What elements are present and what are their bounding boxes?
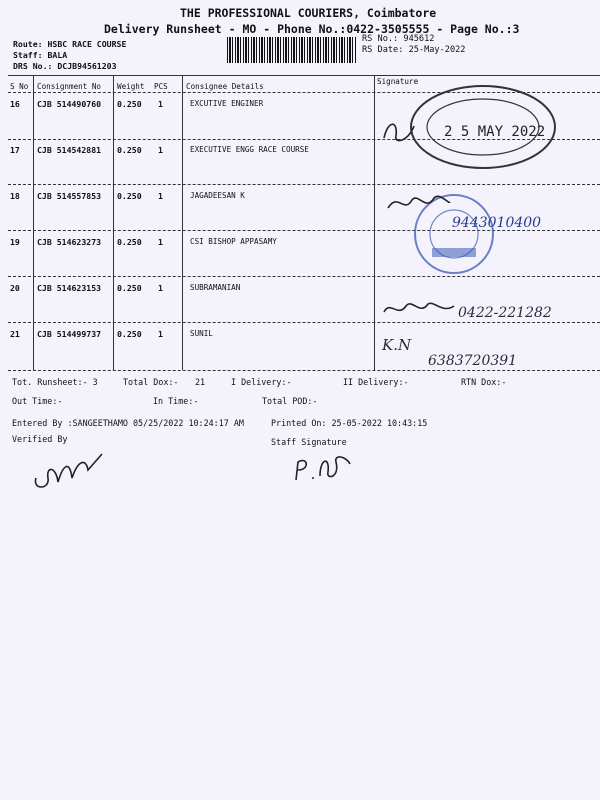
col-weight: Weight: [117, 82, 145, 91]
col-sno: S No: [10, 82, 29, 91]
signature-scribble-16: [380, 118, 420, 146]
row-divider: [8, 276, 600, 277]
handwritten-phone-3: 6383720391: [428, 353, 518, 369]
col-consignment: Consignment No: [37, 82, 102, 91]
row-consignment: CJB 514490760: [37, 99, 102, 109]
rs-number: RS No.: 945612: [362, 34, 435, 44]
barcode: [227, 37, 357, 63]
col-consignee: Consignee Details: [186, 82, 264, 91]
row-consignee: SUBRAMANIAN: [190, 283, 241, 292]
total-dox: Total Dox:-: [123, 377, 179, 387]
date-stamp: [408, 82, 558, 172]
row-sno: 18: [10, 191, 20, 201]
row-pcs: 1: [158, 191, 163, 201]
row-consignee: EXCUTIVE ENGINER: [190, 99, 264, 108]
verified-by: Verified By: [12, 434, 68, 444]
table-bottom-border: [8, 370, 600, 371]
row-pcs: 1: [158, 237, 163, 247]
row-consignment: CJB 514557853: [37, 191, 102, 201]
table-top-border: [8, 75, 600, 76]
col-pcs: PCS: [154, 82, 168, 91]
row-weight: 0.250: [117, 99, 142, 109]
handwritten-phone-2: 0422-221282: [458, 305, 552, 321]
printed-on: Printed On: 25-05-2022 10:43:15: [271, 418, 428, 428]
row-consignee: CSI BISHOP APPASAMY: [190, 237, 277, 246]
verified-signature: [30, 448, 110, 494]
row-weight: 0.250: [117, 283, 142, 293]
total-pod: Total POD:-: [262, 396, 318, 406]
rs-date: RS Date: 25-May-2022: [362, 45, 466, 55]
tot-runsheet: Tot. Runsheet:- 3: [12, 377, 98, 387]
staff-label: Staff: BALA: [13, 50, 68, 60]
row-sno: 19: [10, 237, 20, 247]
ii-delivery: II Delivery:-: [343, 377, 409, 387]
row-sno: 17: [10, 145, 20, 155]
row-sno: 21: [10, 329, 20, 339]
handwritten-kn: K.N: [382, 336, 412, 354]
row-consignment: CJB 514623273: [37, 237, 102, 247]
in-time: In Time:-: [153, 396, 199, 406]
staff-signature-mark: [290, 448, 356, 486]
company-title: THE PROFESSIONAL COURIERS, Coimbatore: [180, 6, 437, 20]
row-weight: 0.250: [117, 145, 142, 155]
row-consignee: EXECUTIVE ENGG RACE COURSE: [190, 145, 309, 154]
row-consignee: SUNIL: [190, 329, 213, 338]
col-divider: [182, 75, 183, 370]
rtn-dox: RTN Dox:-: [461, 377, 507, 387]
row-sno: 16: [10, 99, 20, 109]
drs-number: DRS No.: DCJB94561203: [13, 61, 117, 71]
handwritten-phone-1: 9443010400: [452, 215, 542, 231]
row-pcs: 1: [158, 329, 163, 339]
col-divider: [374, 75, 375, 370]
total-dox-value: 21: [195, 377, 206, 387]
out-time: Out Time:-: [12, 396, 63, 406]
col-signature: Signature: [377, 77, 419, 86]
staff-signature: Staff Signature: [271, 437, 347, 447]
route-label: Route: HSBC RACE COURSE: [13, 39, 127, 49]
row-consignment: CJB 514623153: [37, 283, 102, 293]
row-pcs: 1: [158, 145, 163, 155]
row-pcs: 1: [158, 99, 163, 109]
row-divider: [8, 184, 600, 185]
col-divider: [113, 75, 114, 370]
stamp-date: 2 5 MAY 2022: [444, 124, 546, 140]
row-pcs: 1: [158, 283, 163, 293]
i-delivery: I Delivery:-: [231, 377, 292, 387]
signature-scribble-20: [380, 296, 460, 322]
row-weight: 0.250: [117, 191, 142, 201]
col-divider: [33, 75, 34, 370]
row-consignment: CJB 514542881: [37, 145, 102, 155]
runsheet-title: Delivery Runsheet - MO - Phone No.:0422-3505555 - Page No.:3: [104, 22, 520, 36]
row-weight: 0.250: [117, 329, 142, 339]
row-divider: [8, 322, 600, 323]
row-weight: 0.250: [117, 237, 142, 247]
row-sno: 20: [10, 283, 20, 293]
signature-scribble-18: [384, 190, 454, 218]
row-consignment: CJB 514499737: [37, 329, 102, 339]
row-consignee: JAGADEESAN K: [190, 191, 245, 200]
entered-by: Entered By :SANGEETHAMO 05/25/2022 10:24:17 AM: [12, 418, 244, 428]
